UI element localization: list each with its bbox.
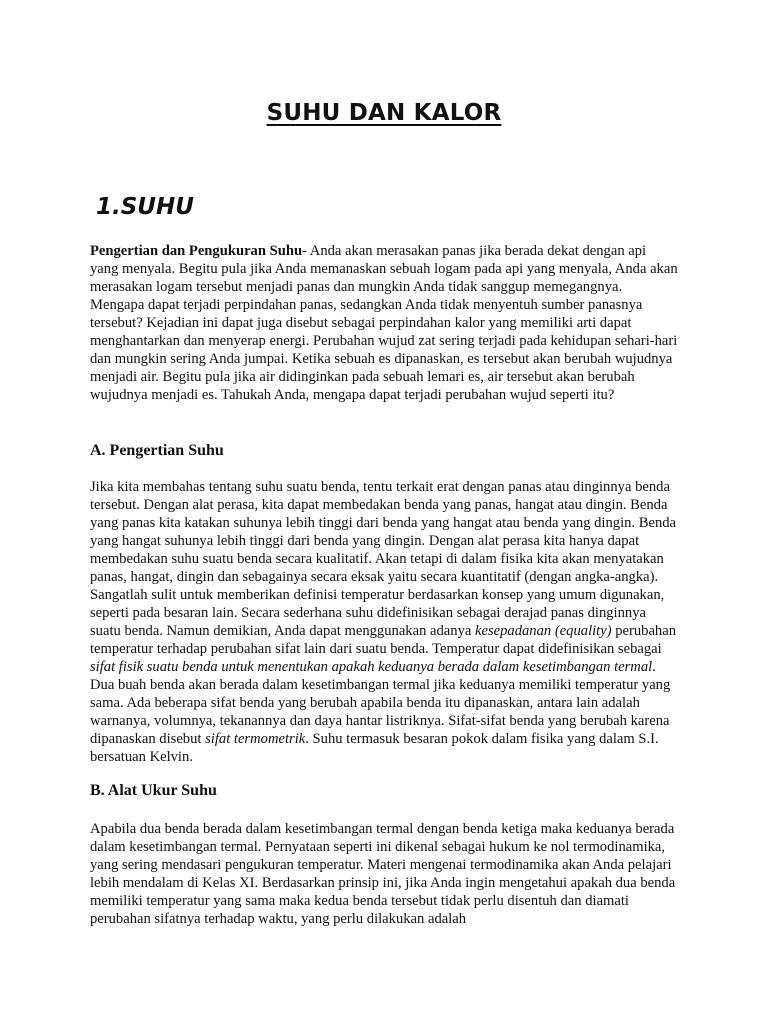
- pengertian-suhu-paragraph: [90, 478, 678, 766]
- alat-ukur-paragraph: [90, 820, 678, 928]
- pengertian-italic-2: sifat fisik suatu benda untuk menentukan apakah keduanya berada dalam kesetimbangan termal: [90, 659, 653, 675]
- pengertian-text-4: . Suhu termasuk besaran pokok dalam fisika yang dalam S.I. bersatuan Kelvin.: [90, 731, 659, 765]
- alat-ukur-text: Apabila dua benda berada dalam kesetimbangan termal dengan benda ketiga maka keduanya berada dalam kesetimbangan termal. Pernyataan seperti ini dikenal sebagai hukum ke nol termodinamika, yang sering mendasari pengukuran temperatur. Materi mengenai termodinamika akan Anda pelajari lebih mendalam di Kelas XI. Berdasarkan prinsip ini, jika Anda ingin mengetahui apakah dua benda memiliki temperatur yang sama maka kedua benda tersebut tidak perlu disentuh dan diamati perubahan sifatnya terhadap waktu, yang perlu dilakukan adalah: [90, 821, 676, 927]
- pengertian-text-2: perubahan temperatur terhadap perubahan sifat lain dari suatu benda. Temperatur dapat didefinisikan sebagai: [90, 623, 677, 657]
- intro-paragraph: [90, 242, 678, 404]
- pengertian-italic-3: sifat termometrik: [205, 731, 306, 747]
- subheading-pengertian-suhu: A. Pengertian Suhu: [90, 442, 224, 459]
- pengertian-text-3: . Dua buah benda akan berada dalam kesetimbangan termal jika keduanya memiliki temperatur yang sama. Ada beberapa sifat benda yang berubah apabila benda itu dipanaskan, antara lain adalah warnanya, volumnya, tekanannya dan daya hantar listriknya. Sifat-sifat benda yang berubah karena dipanaskan disebut: [90, 659, 671, 747]
- document-title: SUHU DAN KALOR: [266, 100, 502, 126]
- section-title: 1.SUHU: [96, 194, 194, 220]
- intro-text: - Anda akan merasakan panas jika berada dekat dengan api yang menyala. Begitu pula jika Anda memanaskan sebuah logam pada api yang menyala, Anda akan merasakan logam tersebut menjadi panas dan mungkin Anda tidak sanggup memegangnya. Mengapa dapat terjadi perpindahan panas, sedangkan Anda tidak menyentuh sumber panasnya tersebut? Kejadian ini dapat juga disebut sebagai perpindahan kalor yang memiliki arti dapat menghantarkan dan menyerap energi. Perubahan wujud zat sering terjadi pada kehidupan sehari-hari dan mungkin sering Anda jumpai. Ketika sebuah es dipanaskan, es tersebut akan berubah wujudnya menjadi air. Begitu pula jika air didinginkan pada sebuah lemari es, air tersebut akan berubah wujudnya menjadi es. Tahukah Anda, mengapa dapat terjadi perubahan wujud seperti itu?: [90, 243, 678, 403]
- subheading-alat-ukur-suhu: B. Alat Ukur Suhu: [90, 782, 217, 799]
- intro-lead: Pengertian dan Pengukuran Suhu: [90, 243, 303, 259]
- pengertian-text-1: Jika kita membahas tentang suhu suatu benda, tentu terkait erat dengan panas atau dinginnya benda tersebut. Dengan alat perasa, kita dapat membedakan benda yang panas, hangat atau dingin. Benda yang panas kita katakan suhunya lebih tinggi dari benda yang hangat atau benda yang dingin. Benda yang hangat suhunya lebih tinggi dari benda yang dingin. Dengan alat perasa kita hanya dapat membedakan suhu suatu benda secara kualitatif. Akan tetapi di dalam fisika kita akan menyatakan panas, hangat, dingin dan sebagainya secara eksak yaitu secara kuantitatif (dengan angka-angka). Sangatlah sulit untuk memberikan definisi temperatur berdasarkan konsep yang umum digunakan, seperti pada besaran lain. Secara sederhana suhu didefinisikan sebagai derajad panas dinginnya suatu benda. Namun demikian, Anda dapat menggunakan adanya: [90, 479, 677, 639]
- pengertian-italic-1: kesepadanan (equality): [475, 623, 612, 639]
